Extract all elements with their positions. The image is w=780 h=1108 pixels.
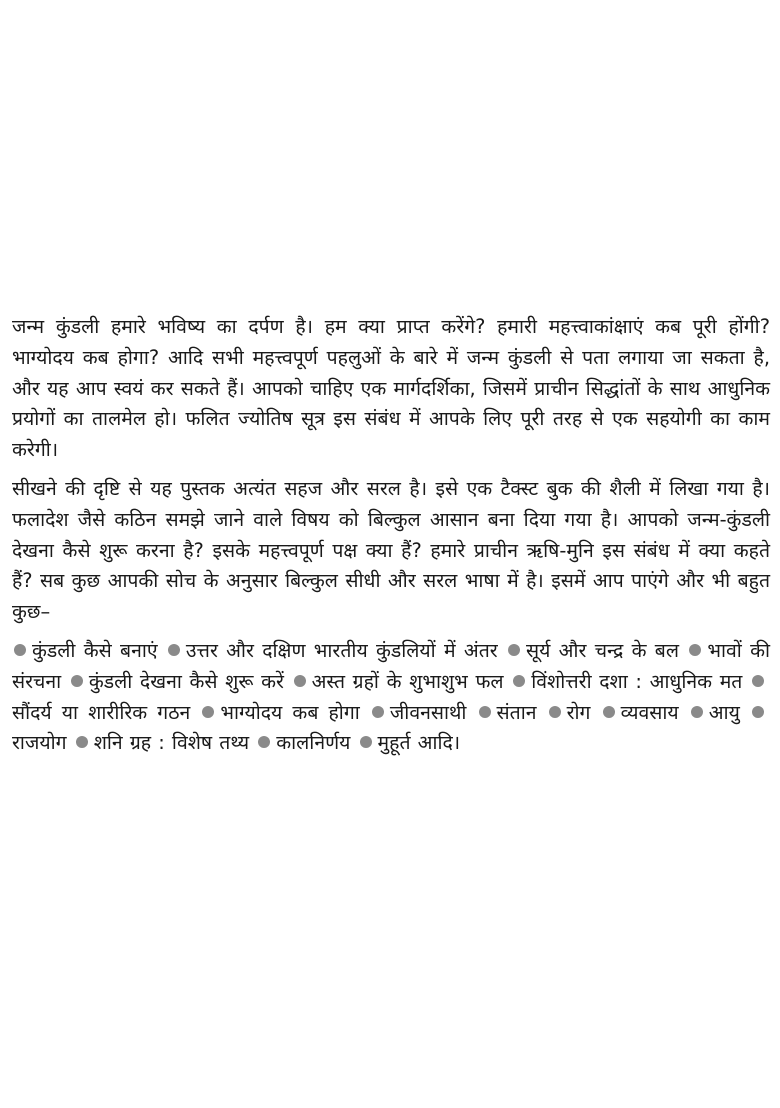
bullet-icon (508, 644, 520, 656)
bullet-icon (549, 706, 561, 718)
topic-item (601, 701, 679, 724)
topic-item (477, 701, 537, 724)
topic-label: व्यवसाय (620, 700, 679, 724)
bullet-icon (752, 706, 764, 718)
topic-item (506, 639, 679, 662)
topic-item (166, 639, 498, 662)
topic-label: सौंदर्य या शारीरिक गठन (12, 700, 191, 724)
bullet-icon (71, 675, 83, 687)
bullet-icon (752, 675, 764, 687)
topic-label: भावों की संरचना (12, 638, 771, 693)
topic-list (12, 636, 770, 759)
topic-label: विंशोत्तरी दशा : आधुनिक मत (531, 669, 743, 693)
topic-item (689, 701, 740, 724)
topic-label: उत्तर और दक्षिण भारतीय कुंडलियों में अंतर (185, 638, 498, 662)
bullet-icon (202, 706, 214, 718)
topic-label: मुहूर्त आदि। (377, 731, 461, 755)
topic-item (69, 670, 284, 693)
topic-label: संतान (496, 700, 537, 724)
learning-paragraph: सीखने की दृष्टि से यह पुस्तक अत्यंत सहज और सरल है। इसे एक टैक्स्ट बुक की शैली में लिखा गया है। फलादेश जैसे कठिन समझे जाने वाले विषय को बिल्कुल आसान बना दिया गया है। आपको जन्म-कुंडली देखना कैसे शुरू करना है? इसके महत्त्वपूर्ण पक्ष क्या हैं? हमारे प्राचीन ऋषि-मुनि इस संबंध में क्या कहते हैं? सब कुछ आपकी सोच के अनुसार बिल्कुल सीधी और सरल भाषा में है। इसमें आप पाएंगे और भी बहुत कुछ– (12, 476, 771, 624)
bullet-icon (14, 644, 26, 656)
bullet-icon (689, 644, 701, 656)
topic-label: कुंडली देखना कैसे शुरू करें (88, 669, 284, 693)
bullet-icon (691, 706, 703, 718)
topic-label: रोग (566, 700, 591, 724)
bullet-icon (513, 675, 525, 687)
topic-label: शनि ग्रह : विशेष तथ्य (93, 731, 250, 755)
bullet-icon (360, 736, 372, 748)
topic-item (370, 701, 467, 724)
topic-label: आयु (708, 700, 740, 724)
topic-item (292, 670, 504, 693)
topic-item (74, 731, 249, 754)
text-block (12, 312, 770, 759)
topic-item (12, 639, 158, 662)
bullet-icon (168, 644, 180, 656)
topic-label: जीवनसाथी (389, 700, 467, 724)
topic-label: भाग्योदय कब होगा (220, 700, 360, 724)
topic-item (200, 701, 359, 724)
bullet-icon (603, 706, 615, 718)
intro-paragraph: जन्म कुंडली हमारे भविष्य का दर्पण है। हम क्या प्राप्त करेंगे? हमारी महत्त्वाकांक्षाएं कब पूरी होंगी? भाग्योदय कब होगा? आदि सभी महत्त्वपूर्ण पहलुओं के बारे में जन्म कुंडली से पता लगाया जा सकता है, और यह आप स्वयं कर सकते हैं। आपको चाहिए एक मार्गदर्शिका, जिसमें प्राचीन सिद्धांतों के साथ आधुनिक प्रयोगों का तालमेल हो। फलित ज्योतिष सूत्र इस संबंध में आपके लिए पूरी तरह से एक सहयोगी का काम करेगी। (12, 315, 770, 462)
bullet-icon (372, 706, 384, 718)
topic-item (256, 731, 350, 754)
topic-item (511, 670, 742, 693)
topic-label: कालनिर्णय (276, 731, 351, 755)
topic-label: अस्त ग्रहों के शुभाशुभ फल (311, 669, 504, 693)
topic-item (358, 731, 461, 754)
bullet-icon (479, 706, 491, 718)
topic-label: राजयोग (12, 731, 67, 755)
topic-label: कुंडली कैसे बनाएं (32, 638, 158, 662)
bullet-icon (76, 736, 88, 748)
bullet-icon (258, 736, 270, 748)
bullet-icon (294, 675, 306, 687)
topic-item (547, 701, 591, 724)
topic-label: सूर्य और चन्द्र के बल (526, 638, 680, 662)
